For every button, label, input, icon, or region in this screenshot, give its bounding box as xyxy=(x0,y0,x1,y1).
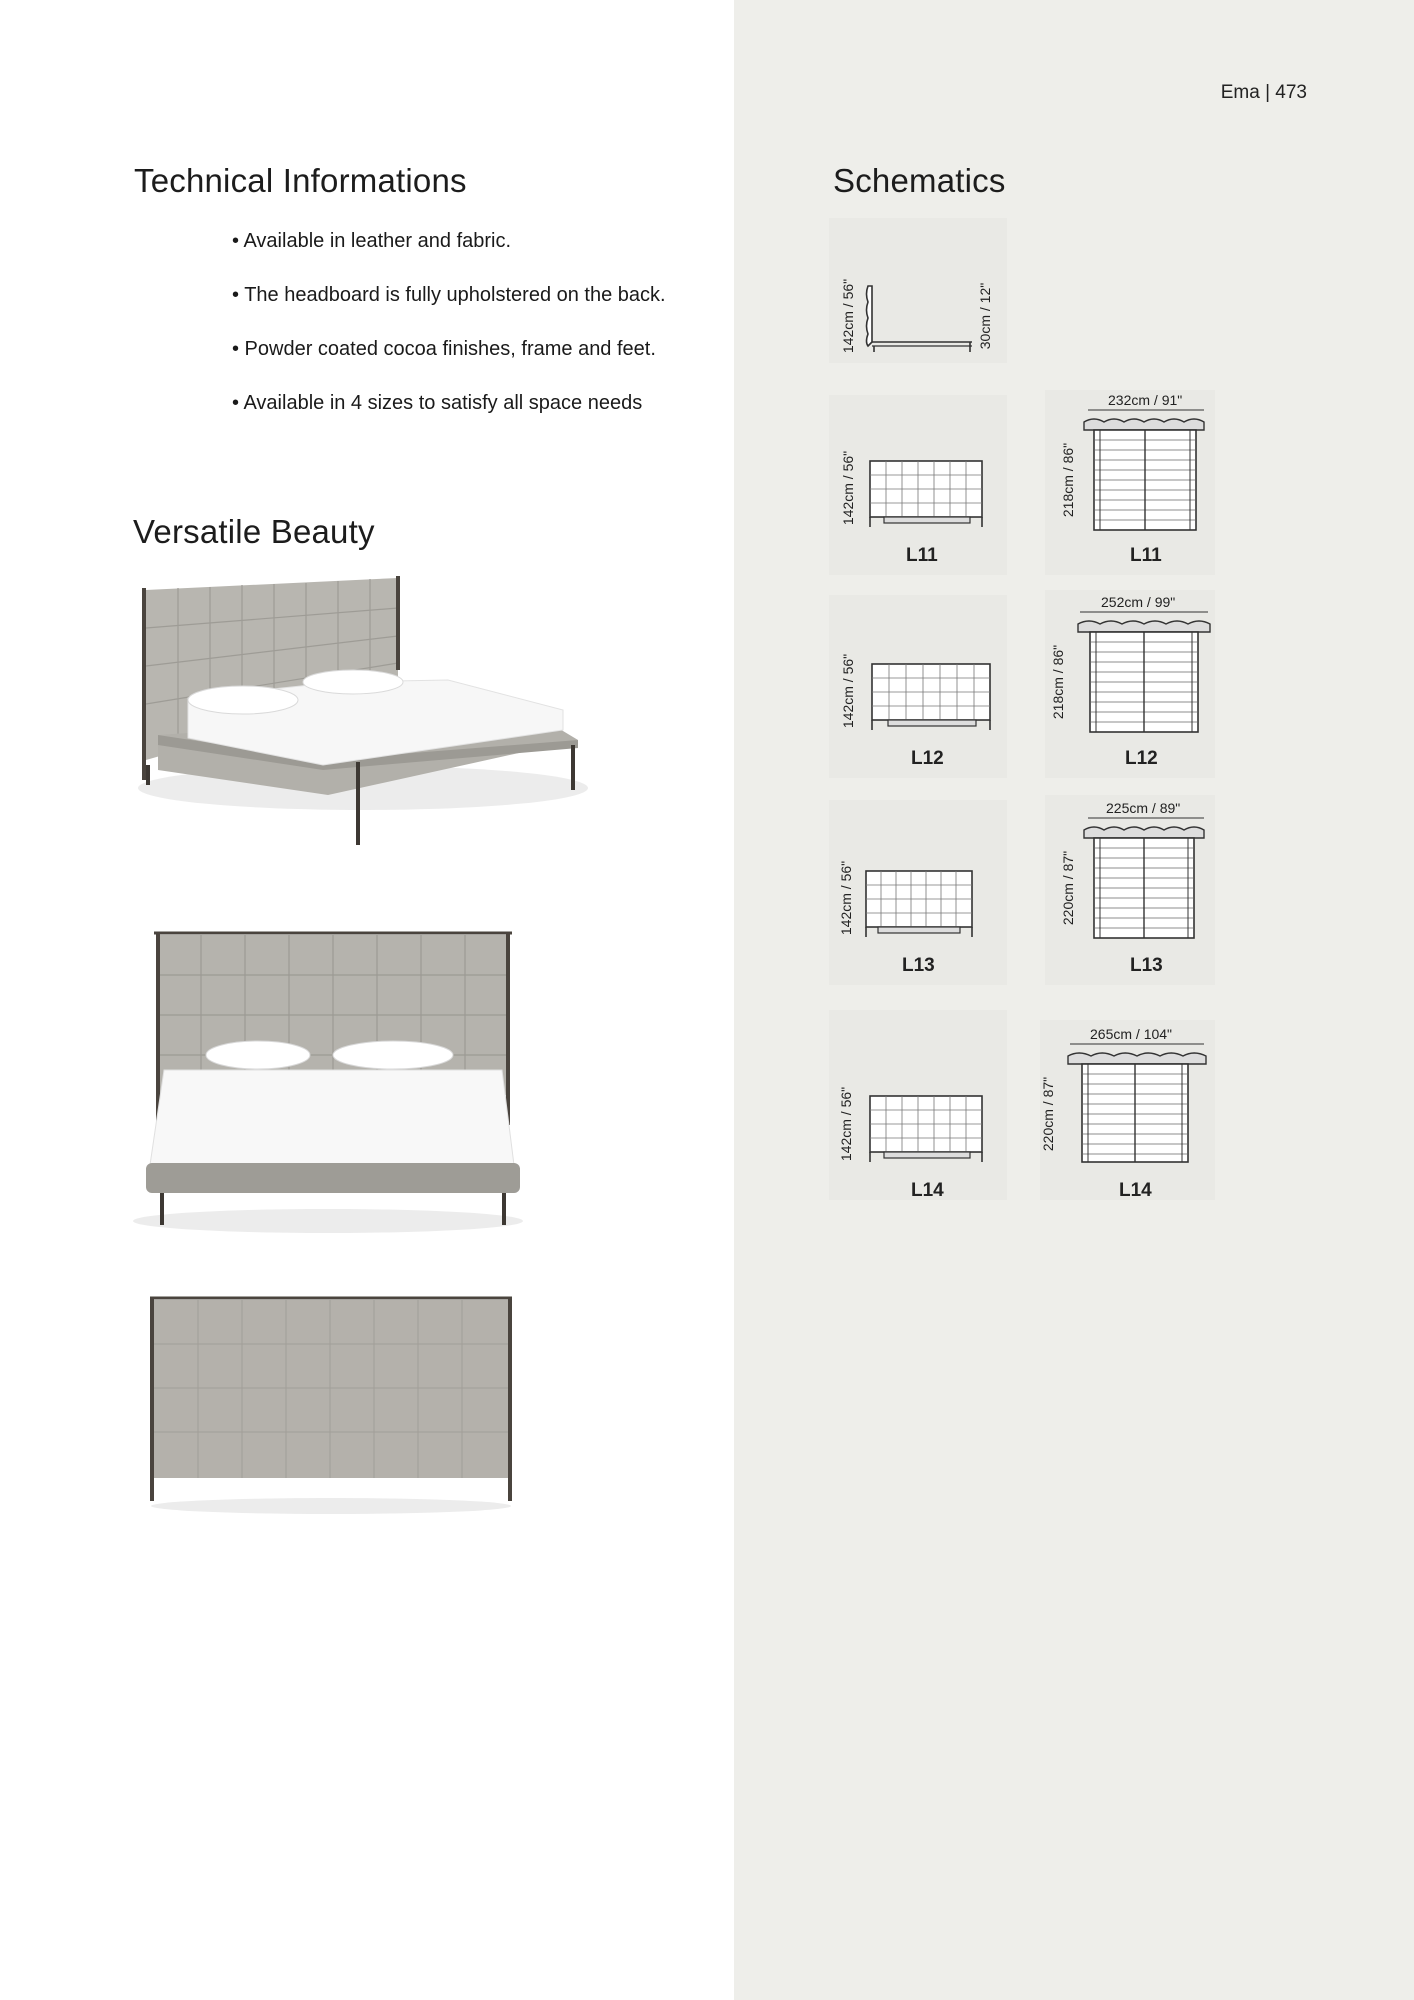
front-height-dimension: 142cm / 56" xyxy=(840,653,856,729)
schematics-title: Schematics xyxy=(833,162,1006,199)
technical-bullet-list xyxy=(232,228,666,444)
side-height-dimension: 142cm / 56" xyxy=(840,278,856,354)
top-length-dimension: 218cm / 86" xyxy=(1060,442,1076,518)
front-view-drawing xyxy=(866,658,996,738)
top-model-label: L12 xyxy=(1125,748,1158,769)
front-model-label: L11 xyxy=(906,545,938,566)
bullet-item: • The headboard is fully upholstered on the back. xyxy=(232,284,666,306)
top-length-dimension: 220cm / 87" xyxy=(1060,850,1076,926)
side-base-dimension: 30cm / 12" xyxy=(977,282,993,350)
front-view-drawing xyxy=(864,455,994,535)
side-view-drawing xyxy=(860,280,980,360)
top-model-label: L14 xyxy=(1119,1180,1152,1201)
top-model-label: L13 xyxy=(1130,955,1163,976)
front-model-label: L13 xyxy=(902,955,935,976)
front-height-dimension: 142cm / 56" xyxy=(838,860,854,936)
bed-perspective-photo xyxy=(128,570,598,860)
front-height-dimension: 142cm / 56" xyxy=(840,450,856,526)
bullet-item: • Available in leather and fabric. xyxy=(232,230,512,252)
top-width-dimension: 252cm / 99" xyxy=(1101,594,1176,610)
page-number: Ema | 473 xyxy=(1220,82,1307,103)
top-model-label: L11 xyxy=(1130,545,1162,566)
top-length-dimension: 220cm / 87" xyxy=(1040,1076,1056,1152)
top-view-drawing xyxy=(1082,816,1212,946)
front-height-dimension: 142cm / 56" xyxy=(838,1086,854,1162)
top-view-drawing xyxy=(1080,408,1210,538)
versatile-title: Versatile Beauty xyxy=(133,513,375,550)
top-width-dimension: 232cm / 91" xyxy=(1108,392,1183,408)
headboard-back-photo xyxy=(146,1296,516,1516)
bullet-item: • Available in 4 sizes to satisfy all space needs xyxy=(232,392,643,414)
front-view-drawing xyxy=(860,865,990,945)
bullet-item: • Powder coated cocoa finishes, frame and feet. xyxy=(232,338,656,360)
front-model-label: L14 xyxy=(911,1180,944,1201)
top-length-dimension: 218cm / 86" xyxy=(1050,644,1066,720)
top-width-dimension: 265cm / 104" xyxy=(1090,1026,1173,1042)
top-width-dimension: 225cm / 89" xyxy=(1106,800,1181,816)
bed-front-photo xyxy=(128,925,538,1235)
front-model-label: L12 xyxy=(911,748,944,769)
front-view-drawing xyxy=(864,1090,994,1170)
top-view-drawing xyxy=(1066,1042,1208,1172)
top-view-drawing xyxy=(1076,610,1212,740)
technical-title: Technical Informations xyxy=(134,162,467,199)
